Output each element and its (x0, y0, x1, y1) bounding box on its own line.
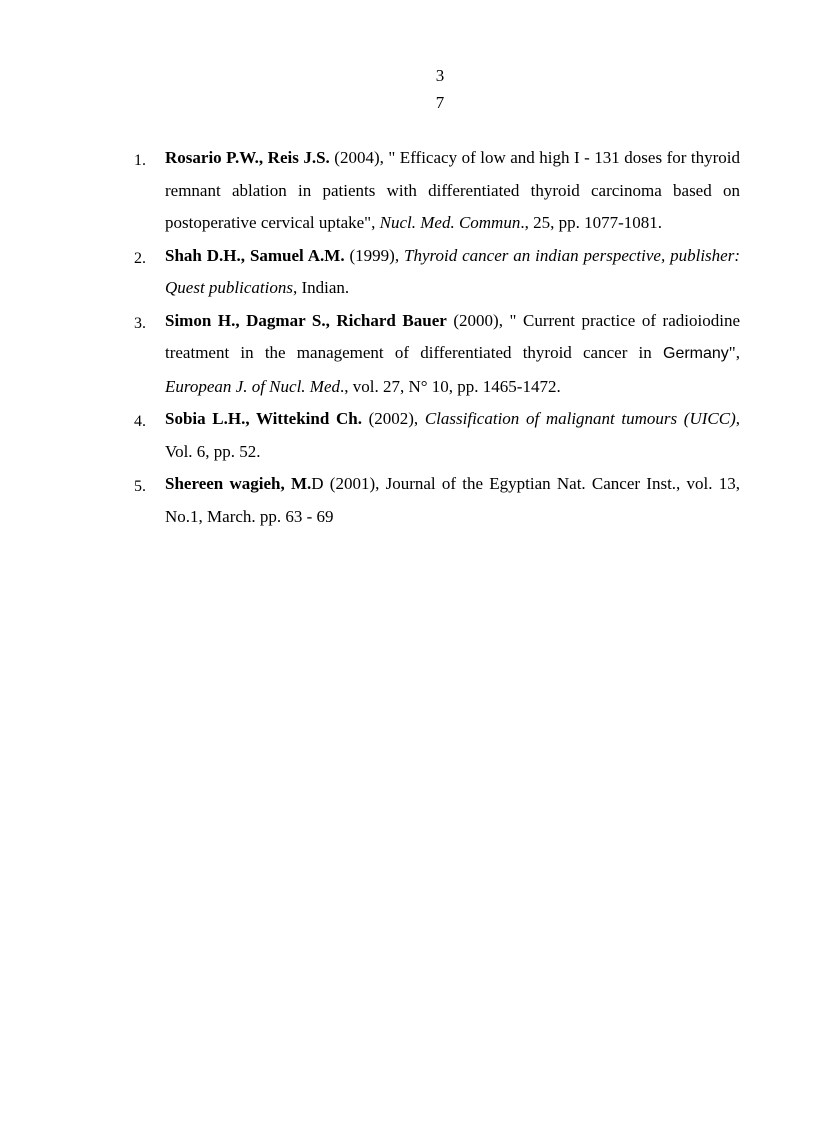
reference-authors: Shah D.H., Samuel A.M. (165, 245, 345, 265)
reference-number: 1. (134, 152, 146, 169)
reference-title: Classification of malignant tumours (UICC) (424, 409, 736, 428)
reference-number: 5. (134, 478, 146, 495)
page-number-top: 3 (435, 66, 445, 85)
reference-details: , Indian. (292, 278, 350, 297)
reference-journal: European J. of Nucl. Med (165, 376, 340, 396)
reference-item-5 (134, 468, 740, 533)
reference-item-3 (134, 305, 740, 404)
reference-title: Thyroid cancer an indian perspective, publisher: Quest publications (165, 245, 740, 297)
reference-title: " Current practice of radioiodine treatment in the management of differentiated thyroid cancer in (165, 310, 740, 362)
reference-authors: Rosario (165, 148, 222, 167)
reference-year: (1999), (344, 245, 404, 265)
reference-details: ., vol. 27, N° 10, pp. 1465-1472. (340, 376, 561, 396)
reference-number: 3. (134, 314, 146, 332)
reference-year: (2002), (361, 409, 425, 428)
reference-authors: Sobia L.H., Wittekind Ch. (165, 409, 362, 428)
reference-title-country: Germany (663, 345, 729, 362)
reference-details: Journal of the Egyptian Nat. Cancer Inst., vol. 13, No.1, March. pp. 63 - 69 (165, 474, 740, 526)
reference-authors: P.W., Reis J.S. (221, 148, 330, 167)
reference-item-1 (134, 142, 740, 240)
reference-journal: Nucl. Med. Commun (379, 213, 521, 232)
reference-year: (2001), (323, 474, 386, 493)
reference-authors-tail: D (311, 474, 324, 493)
reference-item-4 (134, 403, 740, 468)
reference-number: 4. (134, 413, 146, 430)
reference-details: , Vol. 6, pp. 52. (165, 409, 740, 461)
reference-number: 2. (134, 249, 146, 267)
reference-year: (2004), (329, 148, 389, 167)
reference-details: ., 25, pp. 1077-1081. (520, 213, 663, 232)
reference-title: " Efficacy of low and high I - 131 doses for thyroid remnant ablation in patients with differentiated thyroid carcinoma based on postoperative cervical uptake", (165, 148, 740, 232)
reference-item-2 (134, 240, 740, 305)
reference-authors: Shereen wagieh, M. (165, 474, 312, 493)
reference-authors: Simon H., Dagmar S., Richard Bauer (165, 310, 447, 330)
reference-year: (2000), (446, 310, 510, 330)
reference-title-end: ", (728, 343, 740, 362)
page-number-bottom: 7 (435, 93, 445, 112)
reference-list (134, 142, 740, 533)
